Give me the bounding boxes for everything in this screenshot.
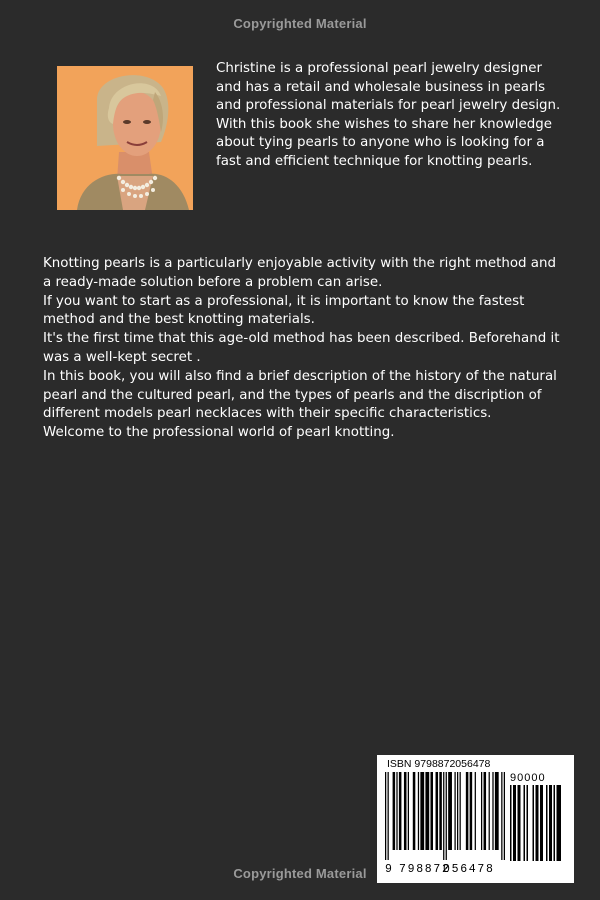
barcode-bars xyxy=(385,772,507,860)
barcode-digits-left: 798872 xyxy=(399,863,451,876)
book-blurb xyxy=(43,255,568,443)
isbn-barcode xyxy=(377,755,574,883)
barcode-digit-first: 9 xyxy=(385,863,392,876)
barcode-digits-right: 056478 xyxy=(443,863,495,876)
isbn-label: ISBN 9798872056478 xyxy=(387,758,491,770)
price-code: 90000 xyxy=(510,772,546,784)
author-portrait-icon xyxy=(57,66,193,210)
blurb-paragraph: Welcome to the professional world of pearl knotting. xyxy=(43,425,395,441)
author-photo xyxy=(57,66,193,210)
watermark-top: Copyrighted Material xyxy=(233,16,367,31)
watermark-bottom: Copyrighted Material xyxy=(233,866,367,881)
blurb-paragraph: If you want to start as a professional, it is important to know the fastest method and the best knotting materials. xyxy=(43,293,525,328)
blurb-paragraph: Knotting pearls is a particularly enjoyable activity with the right method and a ready-made solution before a problem can arise. xyxy=(43,256,556,290)
author-bio: Christine is a professional pearl jewelry designer and has a retail and wholesale business in pearls and professional materials for pearl jewelry design. With this book she wishes to share her knowledge about tying pearls to anyone who is looking for a fast and efficient technique for knotting pearls. xyxy=(216,61,561,169)
blurb-paragraph: In this book, you will also find a brief description of the history of the natural pearl and the cultured pearl, and the types of pearls and the discription of different models pearl necklaces with their specific characteristics. xyxy=(43,368,557,422)
supplemental-barcode-bars xyxy=(510,785,566,861)
blurb-paragraph: It's the first time that this age-old method has been described. Beforehand it was a well-kept secret . xyxy=(43,331,560,365)
